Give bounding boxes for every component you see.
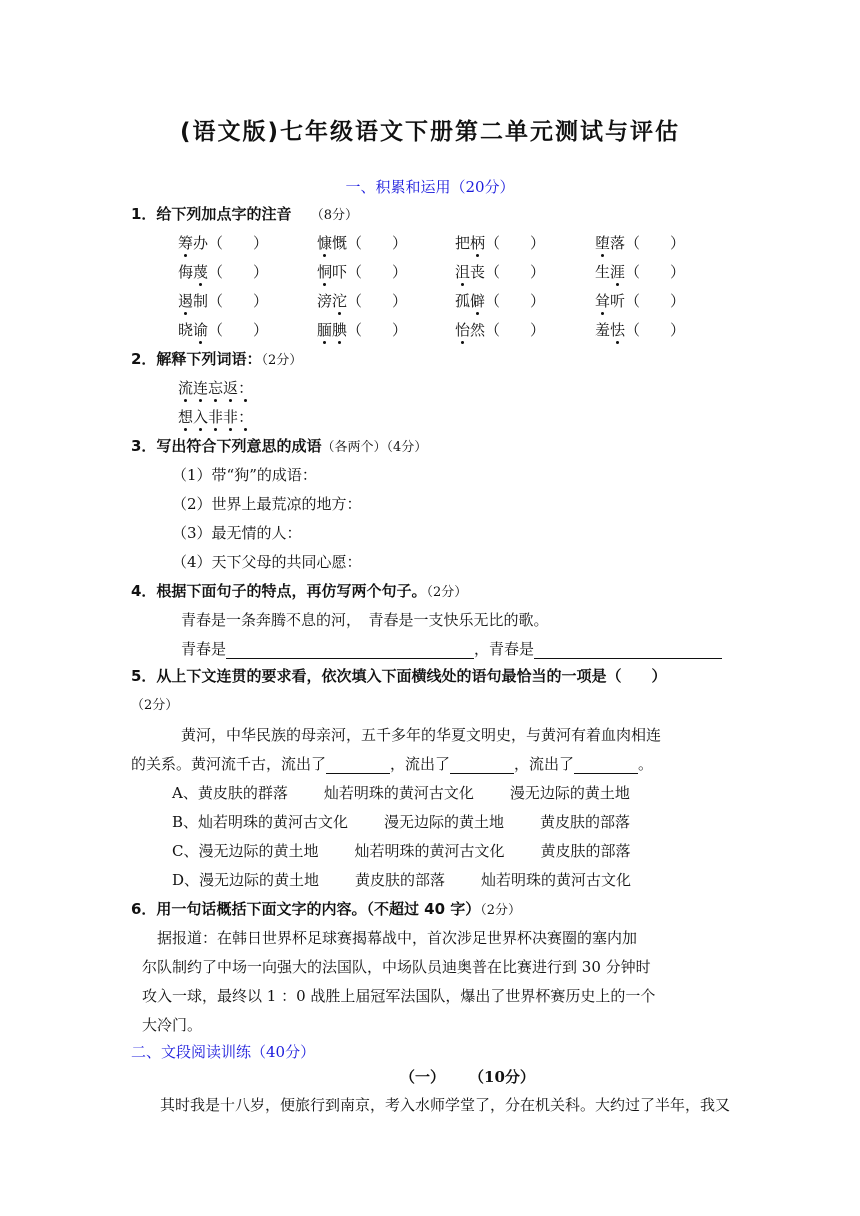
question-1: [131, 203, 358, 224]
option-part: 黄皮肤的部落: [540, 813, 631, 831]
question-4-label: 4．根据下面句子的特点，再仿写两个句子。: [131, 582, 427, 600]
answer-blank[interactable]: [326, 756, 390, 774]
fill-prefix-b: ，青春是: [474, 640, 535, 658]
question-3-points: （各两个）（4分）: [321, 440, 428, 455]
pinyin-item: 把柄（ ）: [455, 234, 546, 252]
pinyin-item: 滂沱（ ）: [317, 292, 408, 310]
example-sentence: 青春是一条奔腾不息的河， 青春是一支快乐无比的歌。: [181, 611, 549, 629]
idiom-prompt: （1）带“狗”的成语：: [172, 466, 317, 484]
option-d[interactable]: [172, 869, 631, 890]
passage-line: 黄河，中华民族的母亲河，五千多年的华夏文明史，与黄河有着血肉相连: [181, 726, 662, 744]
imitation-line: [181, 638, 722, 659]
idiom-prompt: （2）世界上最荒凉的地方：: [172, 495, 362, 513]
option-c[interactable]: [172, 840, 631, 861]
question-6-points: （2分）: [480, 903, 522, 918]
question-5-points: （2分）: [131, 698, 179, 713]
option-part: B、灿若明珠的黄河古文化: [172, 813, 349, 831]
term-item: 流连忘返：: [178, 379, 254, 397]
option-part: A、黄皮肤的群落: [172, 784, 288, 802]
pinyin-item: 羞怯（ ）: [595, 321, 686, 339]
pinyin-item: 慷慨（ ）: [317, 234, 408, 252]
passage-line: [131, 753, 653, 774]
passage-fragment: ，流出了: [514, 755, 575, 773]
pinyin-item: 筹办（ ）: [178, 234, 269, 252]
question-4: [131, 580, 467, 601]
option-part: 黄皮肤的部落: [540, 842, 631, 860]
passage-points: （10分）: [469, 1068, 535, 1086]
question-3: [131, 435, 427, 456]
section-2-heading: 二、文段阅读训练（40分）: [131, 1043, 316, 1061]
pinyin-item: 侮蔑（ ）: [178, 263, 269, 281]
option-a[interactable]: [172, 782, 630, 803]
news-line: 尔队制约了中场一向强大的法国队，中场队员迪奥普在比赛进行到 30 分钟时: [142, 958, 651, 976]
question-2-label: 2．解释下列词语：: [131, 350, 262, 368]
question-5: 5．从上下文连贯的要求看，依次填入下面横线处的语句最恰当的一项是（ ）: [131, 667, 667, 685]
answer-blank[interactable]: [574, 756, 638, 774]
question-6-label: 6．用一句话概括下面文字的内容。（不超过 40 字）: [131, 900, 481, 918]
passage-number: （一）: [400, 1068, 446, 1086]
term-item: 想入非非：: [178, 408, 254, 426]
question-1-label: 1．给下列加点字的注音: [131, 205, 292, 223]
news-line: 攻入一球，最终以 1 ：0 战胜上届冠军法国队，爆出了世界杯赛历史上的一个: [142, 987, 656, 1005]
passage-line: 其时我是十八岁，便旅行到南京，考入水师学堂了，分在机关科。大约过了半年，我又: [160, 1096, 731, 1114]
option-part: 灿若明珠的黄河古文化: [323, 784, 474, 802]
option-part: 漫无边际的黄土地: [384, 813, 505, 831]
question-6: [131, 898, 521, 919]
pinyin-item: 遏制（ ）: [178, 292, 269, 310]
passage-fragment: ，流出了: [390, 755, 451, 773]
question-4-points: （2分）: [426, 585, 468, 600]
option-part: C、漫无边际的黄土地: [172, 842, 319, 860]
news-line: 大冷门。: [142, 1016, 203, 1034]
pinyin-item: 沮丧（ ）: [455, 263, 546, 281]
pinyin-item: 孤僻（ ）: [455, 292, 546, 310]
option-part: 漫无边际的黄土地: [509, 784, 630, 802]
pinyin-item: 恫吓（ ）: [317, 263, 408, 281]
passage-fragment: 的关系。黄河流千古，流出了: [131, 755, 327, 773]
option-part: 灿若明珠的黄河古文化: [354, 842, 505, 860]
question-1-points: （8分）: [310, 208, 358, 223]
pinyin-item: 怡然（ ）: [455, 321, 546, 339]
pinyin-item: 耸听（ ）: [595, 292, 686, 310]
pinyin-item: 生涯（ ）: [595, 263, 686, 281]
exam-title: (语文版)七年级语文下册第二单元测试与评估: [179, 119, 681, 145]
news-line: 据报道：在韩日世界杯足球赛揭幕战中，首次涉足世界杯决赛圈的塞内加: [157, 929, 638, 947]
question-3-label: 3．写出符合下列意思的成语: [131, 437, 322, 455]
option-b[interactable]: [172, 811, 630, 832]
idiom-prompt: （4）天下父母的共同心愿：: [172, 553, 362, 571]
pinyin-item: 堕落（ ）: [595, 234, 686, 252]
fill-prefix-a: 青春是: [181, 640, 227, 658]
question-2-points: （2分）: [261, 353, 303, 368]
idiom-prompt: （3）最无情的人：: [172, 524, 302, 542]
answer-blank[interactable]: [226, 641, 474, 659]
option-part: D、漫无边际的黄土地: [172, 871, 320, 889]
answer-blank[interactable]: [534, 641, 722, 659]
pinyin-item: 晓谕（ ）: [178, 321, 269, 339]
passage-heading: [400, 1066, 535, 1087]
pinyin-item: 腼腆（ ）: [317, 321, 408, 339]
option-part: 灿若明珠的黄河古文化: [481, 871, 632, 889]
question-2: [131, 348, 302, 369]
option-part: 黄皮肤的部落: [355, 871, 446, 889]
section-1-heading: 一、积累和运用（20分）: [345, 178, 515, 196]
passage-fragment: 。: [638, 755, 654, 773]
answer-blank[interactable]: [450, 756, 514, 774]
